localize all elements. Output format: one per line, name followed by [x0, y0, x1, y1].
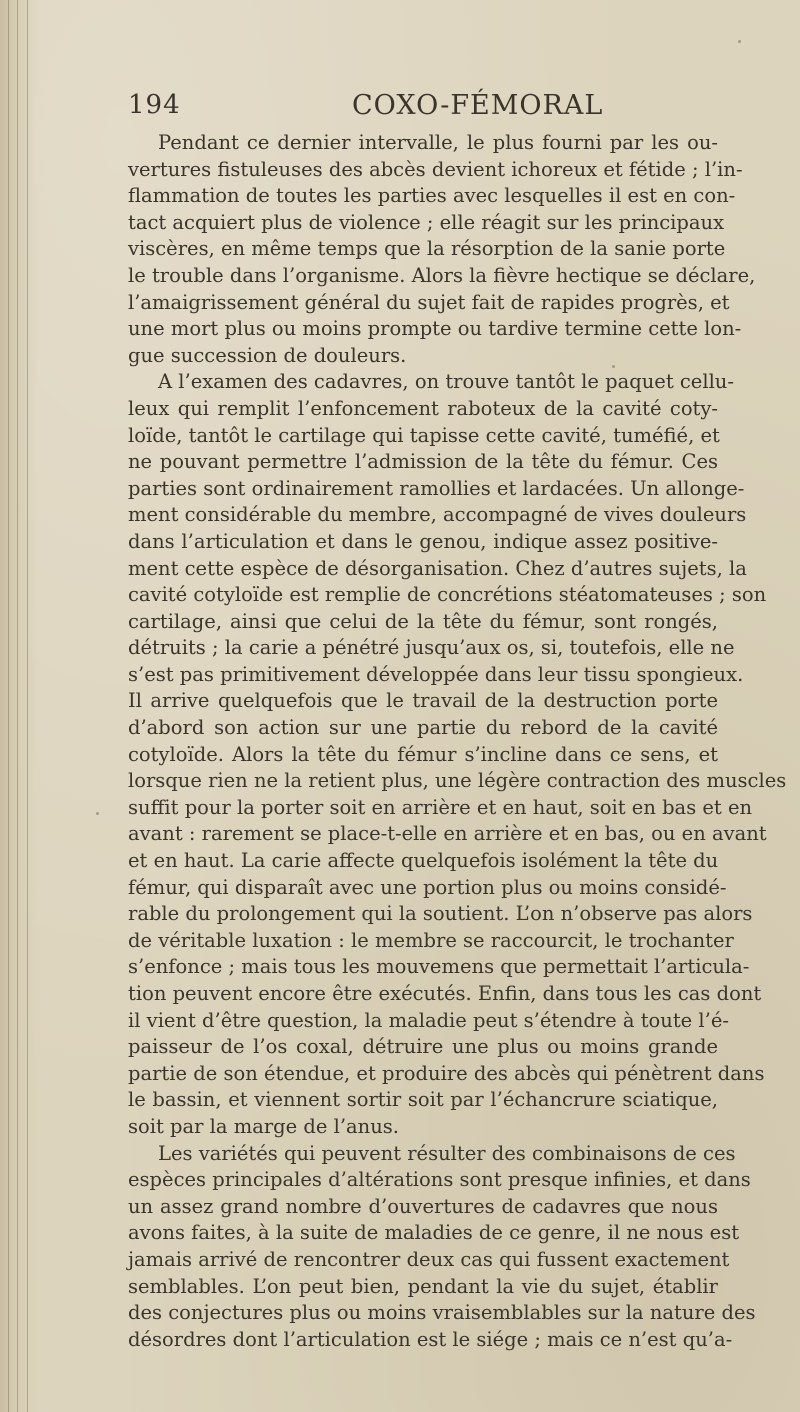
binding-line [8, 0, 9, 1412]
text-line: avons faites, à la suite de maladies de ce genre, il ne nous est [128, 1221, 740, 1245]
binding-line [27, 0, 28, 1412]
text-line: parties sont ordinairement ramollies et lardacées. Un allonge- [128, 476, 745, 500]
text-line: rable du prolongement qui la soutient. L’on n’observe pas alors [128, 902, 753, 926]
text-line: un assez grand nombre d’ouvertures de cadavres que nous [128, 1194, 718, 1218]
text-line: leux qui remplit l’enfoncement raboteux de la cavité coty- [128, 396, 718, 420]
text-line: ment considérable du membre, accompagné de vives douleurs [128, 503, 747, 527]
text-line: désordres dont l’articulation est le siége ; mais ce n’est qu’a- [128, 1327, 733, 1351]
text-line: de véritable luxation : le membre se raccourcit, le trochanter [128, 928, 734, 952]
text-line: jamais arrivé de rencontrer deux cas qui fussent exactement [128, 1247, 730, 1271]
text-line: paisseur de l’os coxal, détruire une plus ou moins grande [128, 1035, 718, 1059]
text-line: dans l’articulation et dans le genou, indique assez positive- [128, 529, 718, 553]
text-line: Il arrive quelquefois que le travail de la destruction porte [128, 689, 718, 713]
text-line: Pendant ce dernier intervalle, le plus fourni par les ou- [158, 131, 718, 154]
ink-speck [96, 812, 99, 815]
text-line: gue succession de douleurs. [128, 343, 407, 367]
binding-line [17, 0, 18, 1412]
text-line: le trouble dans l’organisme. Alors la fièvre hectique se déclare, [128, 263, 756, 287]
text-line: fémur, qui disparaît avec une portion plus ou moins considé- [128, 875, 727, 899]
text-line: ment cette espèce de désorganisation. Chez d’autres sujets, la [128, 556, 747, 580]
text-line: tact acquiert plus de violence ; elle réagit sur les principaux [128, 210, 725, 234]
text-line: loïde, tantôt le cartilage qui tapisse cette cavité, tuméfié, et [128, 423, 720, 447]
body-text [128, 130, 787, 1353]
text-line: Les variétés qui peuvent résulter des combinaisons de ces [158, 1141, 736, 1165]
text-line: et en haut. La carie affecte quelquefois isolément la tête du [128, 849, 719, 873]
text-line: espèces principales d’altérations sont presque infinies, et dans [128, 1168, 751, 1192]
text-line: une mort plus ou moins prompte ou tardive termine cette lon- [128, 317, 742, 341]
text-line: il vient d’être question, la maladie peut s’étendre à toute l’é- [128, 1008, 729, 1032]
text-line: s’enfonce ; mais tous les mouvemens que permettait l’articula- [128, 955, 750, 979]
text-line: cavité cotyloïde est remplie de concrétions stéatomateuses ; son [128, 583, 767, 607]
page-number: 194 [128, 90, 181, 120]
page-binding-edge [0, 0, 38, 1412]
ink-speck [612, 365, 615, 368]
text-line: soit par la marge de l’anus. [128, 1114, 399, 1138]
text-line: suffit pour la porter soit en arrière et en haut, soit en bas et en [128, 795, 753, 819]
page-header [128, 88, 718, 128]
text-line: d’abord son action sur une partie du rebord de la cavité [128, 716, 718, 740]
text-line: viscères, en même temps que la résorption de la sanie porte [128, 237, 726, 261]
text-line: vertures fistuleuses des abcès devient ichoreux et fétide ; l’in- [128, 157, 743, 181]
text-line: l’amaigrissement général du sujet fait de rapides progrès, et [128, 290, 730, 314]
text-line: des conjectures plus ou moins vraisemblables sur la nature des [128, 1301, 756, 1325]
text-line: ne pouvant permettre l’admission de la tête du fémur. Ces [128, 450, 718, 474]
text-line: flammation de toutes les parties avec lesquelles il est en con- [128, 184, 736, 208]
text-line: cartilage, ainsi que celui de la tête du fémur, sont rongés, [128, 609, 718, 633]
running-head: COXO-FÉMORAL [352, 90, 604, 121]
text-line: s’est pas primitivement développée dans leur tissu spongieux. [128, 662, 744, 686]
text-line: semblables. L’on peut bien, pendant la vie du sujet, établir [128, 1274, 718, 1298]
text-line: cotyloïde. Alors la tête du fémur s’incline dans ce sens, et [128, 742, 718, 766]
text-line: A l’examen des cadavres, on trouve tantôt le paquet cellu- [158, 370, 734, 394]
ink-speck [738, 40, 741, 43]
text-line: tion peuvent encore être exécutés. Enfin, dans tous les cas dont [128, 982, 762, 1005]
text-line: lorsque rien ne la retient plus, une légère contraction des muscles [128, 769, 787, 793]
text-line: avant : rarement se place-t-elle en arrière et en bas, ou en avant [128, 822, 767, 846]
text-line: le bassin, et viennent sortir soit par l’échancrure sciatique, [128, 1088, 718, 1112]
text-line: détruits ; la carie a pénétré jusqu’aux os, si, toutefois, elle ne [128, 636, 735, 660]
text-line: partie de son étendue, et produire des abcès qui pénètrent dans [128, 1061, 765, 1085]
